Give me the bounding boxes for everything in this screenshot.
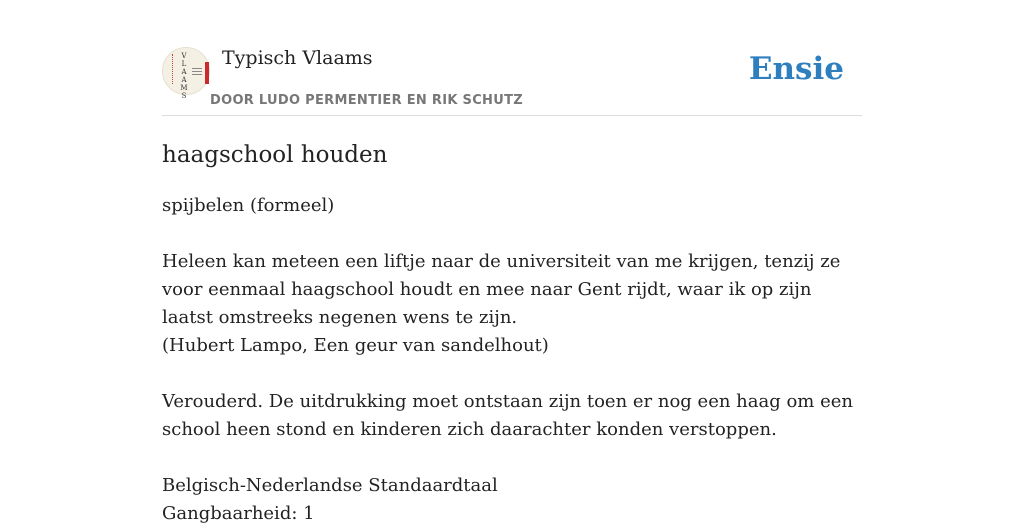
entry-word: haagschool houden [162, 142, 388, 168]
blog-title[interactable]: Typisch Vlaams [222, 47, 373, 69]
blog-avatar[interactable] [162, 47, 210, 100]
entry-meta [162, 472, 862, 528]
header [162, 45, 862, 116]
avatar-red-bar [205, 62, 209, 84]
blog-author: DOOR LUDO PERMENTIER EN RIK SCHUTZ [210, 93, 523, 108]
avatar-decoration [172, 54, 176, 84]
entry-note: Verouderd. De uitdrukking moet ontstaan zijn toen er nog een haag om een school heen stond en kinderen zich daarachter konden verstoppen. [162, 391, 853, 440]
avatar-text-lines [192, 68, 202, 77]
entry-usage: Gangbaarheid: 1 [162, 503, 315, 524]
entry-language: Belgisch-Nederlandse Standaardtaal [162, 475, 498, 496]
page [162, 0, 862, 528]
ensie-logo[interactable]: Ensie [748, 51, 844, 87]
entry-content [162, 192, 862, 528]
entry-example-block [162, 248, 862, 360]
entry-example-source: (Hubert Lampo, Een geur van sandelhout) [162, 335, 549, 356]
avatar-letters: V L A A M S [180, 52, 188, 100]
entry-definition: spijbelen (formeel) [162, 195, 335, 216]
entry-example: Heleen kan meteen een liftje naar de universiteit van me krijgen, tenzij ze voor eenmaal haagschool houdt en mee naar Gent rijdt, waar ik op zijn laatst omstreeks negenen wens te zijn. [162, 251, 841, 328]
